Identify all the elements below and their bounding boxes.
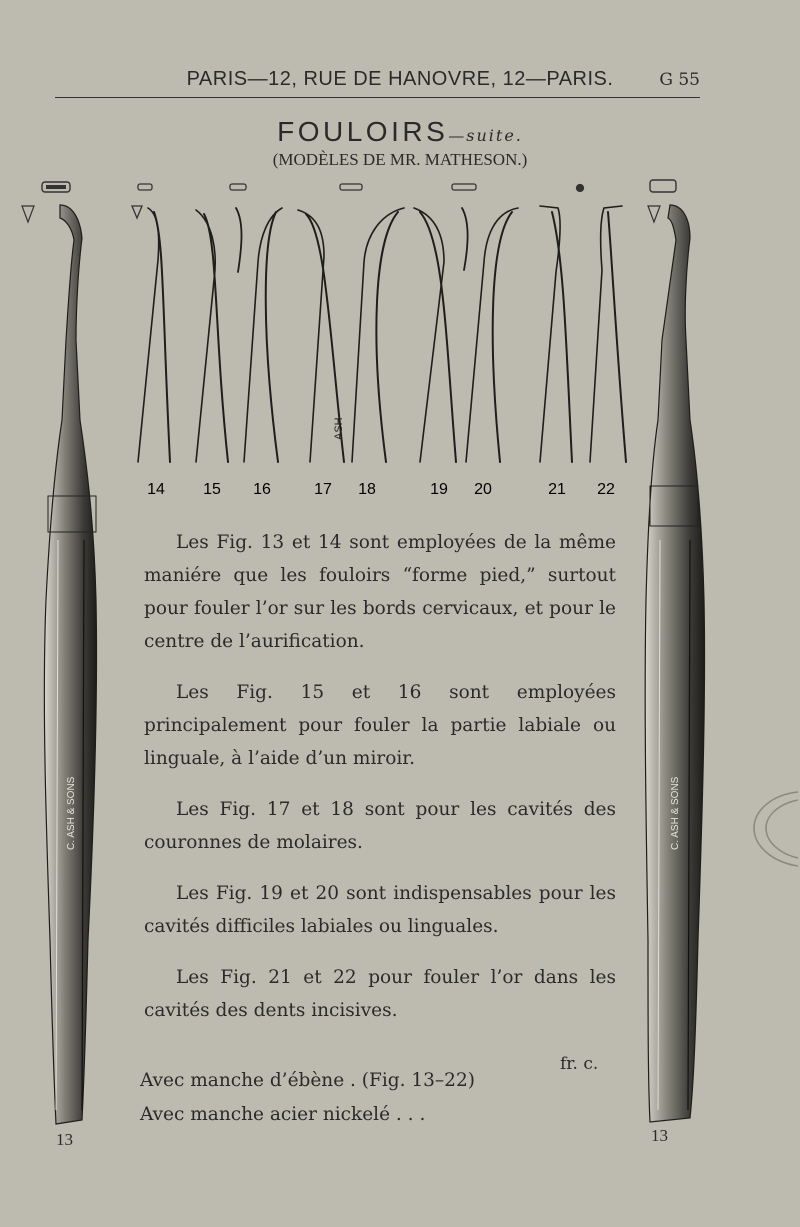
page-title: FOULOIRS xyxy=(277,116,449,147)
plugger-instruments xyxy=(138,206,626,462)
paragraph-fig-15-16: Les Fig. 15 et 16 sont employées principalement pour fouler la partie labiale ou linguale, à l’aide d’un miroir. xyxy=(144,682,616,769)
paragraph-fig-21-22: Les Fig. 21 et 22 pour fouler l’or dans les cavités des dents incisives. xyxy=(144,967,616,1021)
handle-left-label: C. ASH & SONS xyxy=(66,776,77,850)
currency-label: fr. c. xyxy=(560,1054,599,1074)
subtitle: (MODÈLES DE MR. MATHESON.) xyxy=(272,150,528,169)
price-row-nickel: Avec manche acier nickelé . . . xyxy=(140,1104,426,1125)
price-row-ebony: Avec manche d’ébène . (Fig. 13–22) xyxy=(140,1070,475,1091)
fig-number-17: 17 xyxy=(314,481,332,498)
stamp-text: ASH xyxy=(333,417,345,440)
paragraph-fig-19-20: Les Fig. 19 et 20 sont indispensables pour les cavités difficiles labiales ou linguales. xyxy=(144,883,616,937)
handle-left-illustration xyxy=(22,182,97,1124)
fig-number-20: 20 xyxy=(474,481,492,498)
fig-number-13-left: 13 xyxy=(56,1130,73,1149)
fig-number-21: 21 xyxy=(548,481,566,498)
fig-number-13-right: 13 xyxy=(651,1126,668,1145)
paragraph-fig-13-14: Les Fig. 13 et 14 sont employées de la même maniére que les fouloirs “forme pied,” surtout pour fouler l’or sur les bords cervicaux, et pour le centre de l’aurification. xyxy=(144,532,616,652)
fig-number-15: 15 xyxy=(203,481,221,498)
running-header: PARIS—12, RUE DE HANOVRE, 12—PARIS. xyxy=(186,68,614,90)
fig-number-16: 16 xyxy=(253,481,271,498)
title-suffix: —suite. xyxy=(448,126,523,145)
fig-number-14: 14 xyxy=(147,481,165,498)
fig-number-19: 19 xyxy=(430,481,448,498)
page-code: G 55 xyxy=(659,70,700,90)
fig-number-18: 18 xyxy=(358,481,376,498)
fig-number-22: 22 xyxy=(597,481,615,498)
paragraph-fig-17-18: Les Fig. 17 et 18 sont pour les cavités des couronnes de molaires. xyxy=(144,799,616,853)
handle-right-label: C. ASH & SONS xyxy=(670,776,681,850)
handle-right-illustration xyxy=(645,180,704,1122)
margin-artifact xyxy=(754,792,798,866)
body-text xyxy=(144,526,616,1045)
